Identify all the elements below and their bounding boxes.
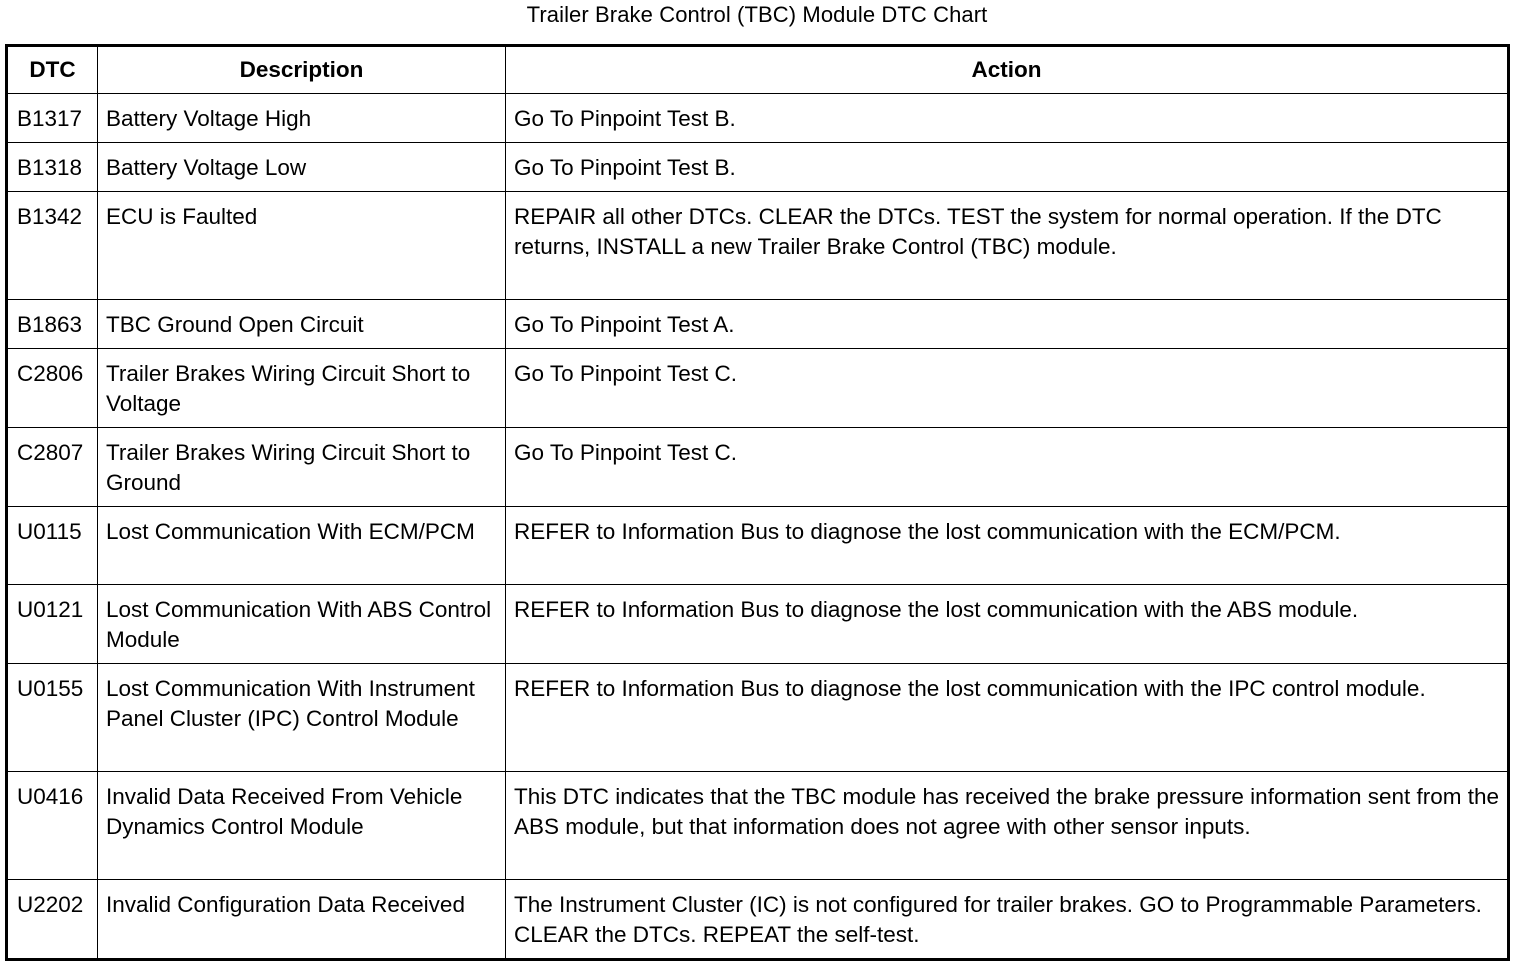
dtc-code: B1342 [7, 192, 98, 300]
dtc-description: TBC Ground Open Circuit [98, 300, 506, 349]
table-row [7, 143, 1509, 192]
dtc-description: Invalid Configuration Data Received [98, 880, 506, 960]
column-header-action: Action [506, 46, 1509, 94]
dtc-description: Battery Voltage High [98, 94, 506, 143]
table-row [7, 428, 1509, 507]
table-row [7, 349, 1509, 428]
dtc-description: ECU is Faulted [98, 192, 506, 300]
dtc-code: U2202 [7, 880, 98, 960]
dtc-description: Invalid Data Received From Vehicle Dynamics Control Module [98, 772, 506, 880]
dtc-code: U0416 [7, 772, 98, 880]
dtc-action: Go To Pinpoint Test B. [506, 94, 1509, 143]
chart-title: Trailer Brake Control (TBC) Module DTC Chart [526, 2, 988, 27]
dtc-action: This DTC indicates that the TBC module has received the brake pressure information sent from the ABS module, but that information does not agree with other sensor inputs. [506, 772, 1509, 880]
dtc-action: The Instrument Cluster (IC) is not configured for trailer brakes. GO to Programmable Parameters. CLEAR the DTCs. REPEAT the self-test. [506, 880, 1509, 960]
table-header-row [7, 46, 1509, 94]
dtc-description: Trailer Brakes Wiring Circuit Short to Voltage [98, 349, 506, 428]
table-row [7, 880, 1509, 960]
dtc-code: C2806 [7, 349, 98, 428]
dtc-code: B1863 [7, 300, 98, 349]
dtc-action: Go To Pinpoint Test A. [506, 300, 1509, 349]
dtc-description: Lost Communication With Instrument Panel Cluster (IPC) Control Module [98, 664, 506, 772]
column-header-dtc: DTC [7, 46, 98, 94]
dtc-code: B1318 [7, 143, 98, 192]
dtc-code: C2807 [7, 428, 98, 507]
dtc-action: Go To Pinpoint Test C. [506, 428, 1509, 507]
dtc-code: B1317 [7, 94, 98, 143]
table-row [7, 300, 1509, 349]
dtc-description: Lost Communication With ECM/PCM [98, 507, 506, 585]
dtc-action: Go To Pinpoint Test B. [506, 143, 1509, 192]
dtc-description: Lost Communication With ABS Control Module [98, 585, 506, 664]
dtc-action: REPAIR all other DTCs. CLEAR the DTCs. TEST the system for normal operation. If the DTC returns, INSTALL a new Trailer Brake Control (TBC) module. [506, 192, 1509, 300]
dtc-code: U0121 [7, 585, 98, 664]
table-row [7, 585, 1509, 664]
dtc-code: U0115 [7, 507, 98, 585]
dtc-action: REFER to Information Bus to diagnose the lost communication with the ECM/PCM. [506, 507, 1509, 585]
table-row [7, 507, 1509, 585]
dtc-description: Trailer Brakes Wiring Circuit Short to Ground [98, 428, 506, 507]
dtc-code: U0155 [7, 664, 98, 772]
column-header-description: Description [98, 46, 506, 94]
table-row [7, 664, 1509, 772]
dtc-table [5, 44, 1510, 961]
table-row [7, 772, 1509, 880]
dtc-description: Battery Voltage Low [98, 143, 506, 192]
dtc-action: Go To Pinpoint Test C. [506, 349, 1509, 428]
dtc-action: REFER to Information Bus to diagnose the lost communication with the IPC control module. [506, 664, 1509, 772]
dtc-action: REFER to Information Bus to diagnose the lost communication with the ABS module. [506, 585, 1509, 664]
table-row [7, 192, 1509, 300]
table-row [7, 94, 1509, 143]
